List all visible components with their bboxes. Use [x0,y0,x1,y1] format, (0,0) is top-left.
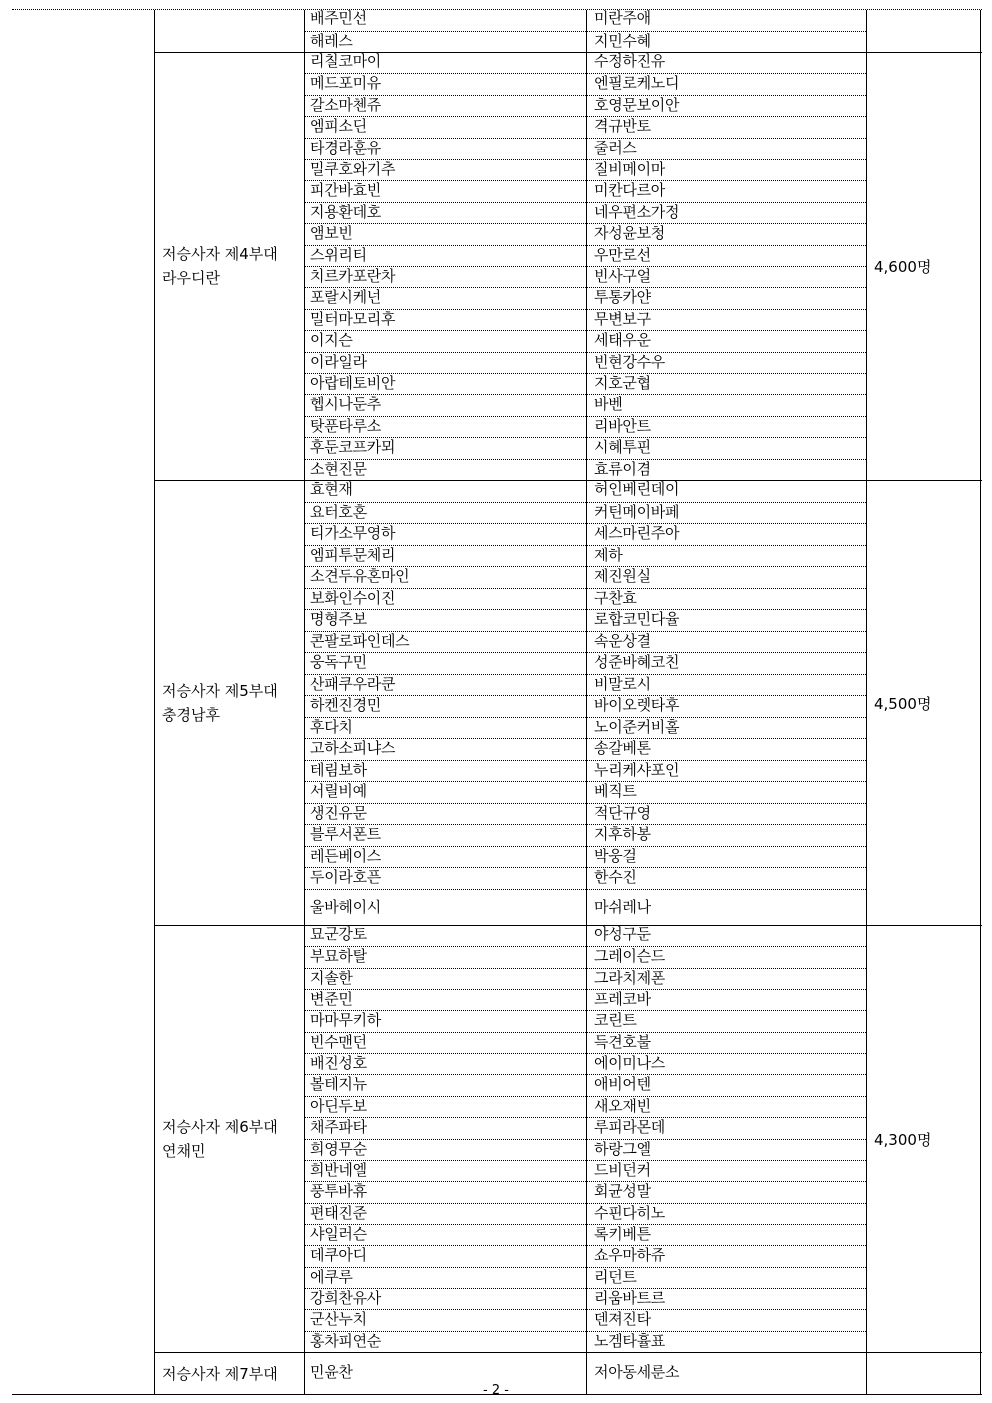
table-row [304,968,866,990]
member-name-left: 샤일러슨 [310,1224,367,1243]
table-row [304,52,866,73]
member-name-left: 엠피투문체리 [310,545,396,564]
table-row [304,824,866,847]
table-row [304,609,866,632]
member-name-left: 테림보하 [310,760,367,779]
table-row [304,180,866,202]
member-name-right: 미칸다르아 [594,181,665,200]
member-name-right: 구찬효 [594,588,637,607]
member-name-left: 하켄진경민 [310,696,381,714]
table-row [304,116,866,138]
table-row [304,223,866,245]
member-name-left: 콘팔로파인데스 [310,631,410,650]
unit-name-line: 저승사자 제4부대 [162,245,278,263]
member-name-left: 울바헤이시 [310,897,381,916]
table-row [304,480,866,502]
table-row [304,1267,866,1289]
unit-name-line: 연채민 [162,1141,206,1160]
member-name-right: 미란주애 [594,9,651,27]
member-name-left: 블루서폰트 [310,825,381,843]
member-name-right: 빈사구얼 [594,267,651,285]
table-row [304,459,866,481]
member-name-left: 에쿠루 [310,1267,353,1286]
unit-name [162,679,278,727]
table-row [304,1010,866,1032]
member-name-right: 커틴메이바페 [594,502,680,521]
unit-name-line: 충경남후 [162,705,220,724]
member-name-left: 스위리티 [310,245,367,264]
table-row [304,695,866,718]
member-name-right: 프레코바 [594,990,651,1009]
member-name-right: 우만로선 [594,245,651,264]
troop-count: 4,300명 [874,1130,932,1149]
table-row [304,202,866,224]
table-row [304,717,866,740]
member-name-left: 소견두유혼마인 [310,567,410,585]
member-name-left: 홍차피연순 [310,1331,381,1350]
member-name-right: 박웅걸 [594,846,637,865]
page-number: - 2 - [483,1383,509,1398]
member-name-right: 리바안트 [594,416,651,435]
member-name-left: 배진성호 [310,1054,367,1073]
table-row [304,330,866,352]
member-name-left: 이라일라 [310,352,367,371]
member-name-left: 아랍테토비안 [310,374,396,392]
member-name-right: 호영문보이안 [594,95,680,114]
member-name-left: 레든베이스 [310,846,381,865]
member-name-left: 후둔코프카뫼 [310,438,396,457]
member-name-left: 앰보빈 [310,224,353,243]
member-name-right: 회균성말 [594,1182,651,1201]
table-row [304,846,866,869]
table-row [304,889,866,927]
member-name-left: 효현재 [310,480,353,498]
table-row [304,1139,866,1161]
member-name-right: 드비던커 [594,1160,651,1179]
member-name-left: 풍투바휴 [310,1182,367,1201]
member-name-left: 웅독구민 [310,653,367,671]
column-divider [866,10,867,1394]
column-divider [980,10,981,1394]
member-name-left: 강희찬유사 [310,1288,381,1307]
table-row [304,925,866,946]
table-row [304,502,866,525]
member-name-right: 리던트 [594,1267,637,1286]
member-name-right: 제진원실 [594,567,651,585]
table-row [304,1096,866,1118]
member-name-left: 아딘두보 [310,1096,367,1115]
member-name-right: 하랑그엘 [594,1139,651,1158]
table-row [304,1117,866,1139]
member-name-right: 지민수혜 [594,31,651,50]
member-name-right: 로합코민다율 [594,610,680,628]
table-row [304,1245,866,1267]
member-name-right: 속운상결 [594,631,651,650]
member-name-right: 엔필로케노디 [594,74,680,93]
member-name-left: 마마무키하 [310,1011,381,1030]
member-name-left: 포랄시케넌 [310,288,381,307]
member-name-left: 보화인수이진 [310,588,396,607]
table-row [304,309,866,331]
member-name-right: 자성윤보청 [594,224,665,243]
member-name-right: 저아동세룬소 [594,1363,680,1381]
member-name-left: 메드포미유 [310,74,381,93]
member-name-left: 산패쿠우라쿤 [310,674,396,693]
member-name-left: 희영무순 [310,1139,367,1158]
member-name-right: 노겜타휼표 [594,1331,665,1350]
member-name-right: 코린트 [594,1011,637,1030]
member-name-left: 채주파타 [310,1118,367,1137]
table-row [304,1032,866,1054]
member-name-left: 해레스 [310,31,353,50]
table-row [304,566,866,589]
member-name-right: 리움바트르 [594,1288,665,1307]
table-row [304,245,866,267]
member-name-right: 에이미나스 [594,1054,665,1073]
unit-name [162,1115,278,1163]
member-name-left: 희반네엘 [310,1160,367,1179]
member-name-right: 투통카얀 [594,288,651,307]
table-row [304,1224,866,1246]
table-row [304,1160,866,1182]
member-name-right: 득견호불 [594,1032,651,1051]
table-row [304,1074,866,1096]
table-row [304,989,866,1011]
member-name-right: 무변보구 [594,309,651,328]
member-name-left: 요터호혼 [310,502,367,521]
member-name-right: 록키베튼 [594,1224,651,1243]
table-row [304,523,866,546]
member-name-right: 누리케샤포인 [594,760,680,779]
member-name-left: 밀터마모리후 [310,309,396,328]
table-row [304,95,866,117]
member-name-right: 줄러스 [594,138,637,157]
member-name-left: 데쿠아디 [310,1246,367,1265]
member-name-right: 질비메이마 [594,160,665,178]
table-row [304,266,866,288]
member-name-left: 밀쿠호와기추 [310,160,396,178]
member-name-right: 바이오렛타후 [594,696,680,714]
member-name-right: 애비어텐 [594,1075,651,1094]
member-name-right: 루피라몬데 [594,1118,665,1137]
member-name-right: 허인베린데이 [594,480,680,498]
table-row [304,738,866,761]
member-name-right: 마쉬레나 [594,897,651,916]
table-row [304,31,866,54]
member-name-right: 노이준커비홀 [594,717,680,736]
member-name-left: 볼테지뉴 [310,1075,367,1094]
unit-name-line: 라우디란 [162,269,220,287]
member-name-left: 부묘하탈 [310,947,367,966]
table-row [304,674,866,697]
member-name-left: 지솔한 [310,968,353,987]
member-name-right: 쇼우마하쥬 [594,1246,665,1265]
member-name-left: 티가소무영하 [310,524,396,542]
table-row [304,1203,866,1225]
table-row [304,394,866,416]
member-name-left: 헵시나둔추 [310,395,381,414]
table-row [304,588,866,611]
table-row [304,287,866,309]
member-name-left: 민윤찬 [310,1363,353,1381]
table-row [304,9,866,31]
member-name-left: 빈수맨던 [310,1032,367,1051]
table-row [304,437,866,459]
member-name-left: 후다치 [310,717,353,736]
table-row [304,1309,866,1331]
table-row [304,781,866,804]
table-row [304,631,866,654]
member-name-left: 고하소피냐스 [310,739,396,757]
member-name-right: 세태우운 [594,331,651,350]
table-row [304,652,866,675]
member-name-right: 덴져진타 [594,1310,651,1329]
table-row [304,545,866,568]
member-name-left: 생진유문 [310,803,367,822]
table-row [304,138,866,160]
member-name-left: 치르카포란차 [310,267,396,285]
member-name-left: 소현진문 [310,459,367,478]
unit-name-line: 저승사자 제5부대 [162,681,278,700]
member-name-right: 베직트 [594,782,637,800]
member-name-left: 탓푼타루소 [310,416,381,435]
member-name-left: 리칠코마이 [310,52,381,70]
troop-count: 4,600명 [874,258,932,276]
table-row [304,73,866,95]
table-row [304,1331,866,1353]
table-row [304,352,866,374]
member-name-right: 야성구둔 [594,925,651,943]
member-name-right: 지후하봉 [594,825,651,843]
member-name-left: 엠피소딘 [310,117,367,136]
member-name-right: 네우편소가정 [594,202,680,221]
unit-name [162,242,278,290]
member-name-left: 이지슨 [310,331,353,350]
member-name-left: 서릴비예 [310,782,367,800]
member-name-right: 수핀다히노 [594,1203,665,1222]
unit-name [162,1362,278,1386]
member-name-right: 그레이슨드 [594,947,665,966]
member-name-right: 바벤 [594,395,623,414]
member-name-right: 빈현강수우 [594,352,665,371]
member-name-left: 편태진준 [310,1203,367,1222]
member-name-left: 배주민선 [310,9,367,27]
table-row [304,867,866,890]
member-name-right: 그라치제폰 [594,968,665,987]
member-name-right: 송갈베톤 [594,739,651,757]
member-name-right: 효류이겸 [594,459,651,478]
member-name-right: 성준바혜코친 [594,653,680,671]
table-row [304,803,866,826]
member-name-left: 군산누치 [310,1310,367,1329]
member-name-left: 명형주보 [310,610,367,628]
member-name-right: 격규반토 [594,117,651,136]
member-name-right: 제하 [594,545,623,564]
column-divider [154,10,155,1394]
table-row [304,416,866,438]
member-name-left: 두이라호픈 [310,868,381,886]
unit-name-line: 저승사자 제6부대 [162,1117,278,1136]
member-name-right: 적단규영 [594,803,651,822]
member-name-right: 시혜투핀 [594,438,651,457]
member-name-right: 비말로시 [594,674,651,693]
unit-name-line: 저승사자 제7부대 [162,1364,278,1383]
member-name-left: 타경라훈유 [310,138,381,157]
member-name-right: 수정하진유 [594,52,665,70]
table-row [304,373,866,395]
table-row [304,1288,866,1310]
table-row [304,159,866,181]
member-name-right: 한수진 [594,868,637,886]
table-row [304,946,866,968]
member-name-left: 갈소마첸쥬 [310,95,381,114]
member-name-left: 지용환데호 [310,202,381,221]
member-name-right: 지호군협 [594,374,651,392]
member-name-right: 세스마린주아 [594,524,680,542]
member-name-left: 묘군강토 [310,925,367,943]
member-name-left: 변준민 [310,990,353,1009]
troop-count: 4,500명 [874,694,932,713]
table-row [304,1053,866,1075]
table-row [304,1181,866,1203]
member-name-left: 피간바효빈 [310,181,381,200]
table-row [304,760,866,783]
member-name-right: 새오재빈 [594,1096,651,1115]
